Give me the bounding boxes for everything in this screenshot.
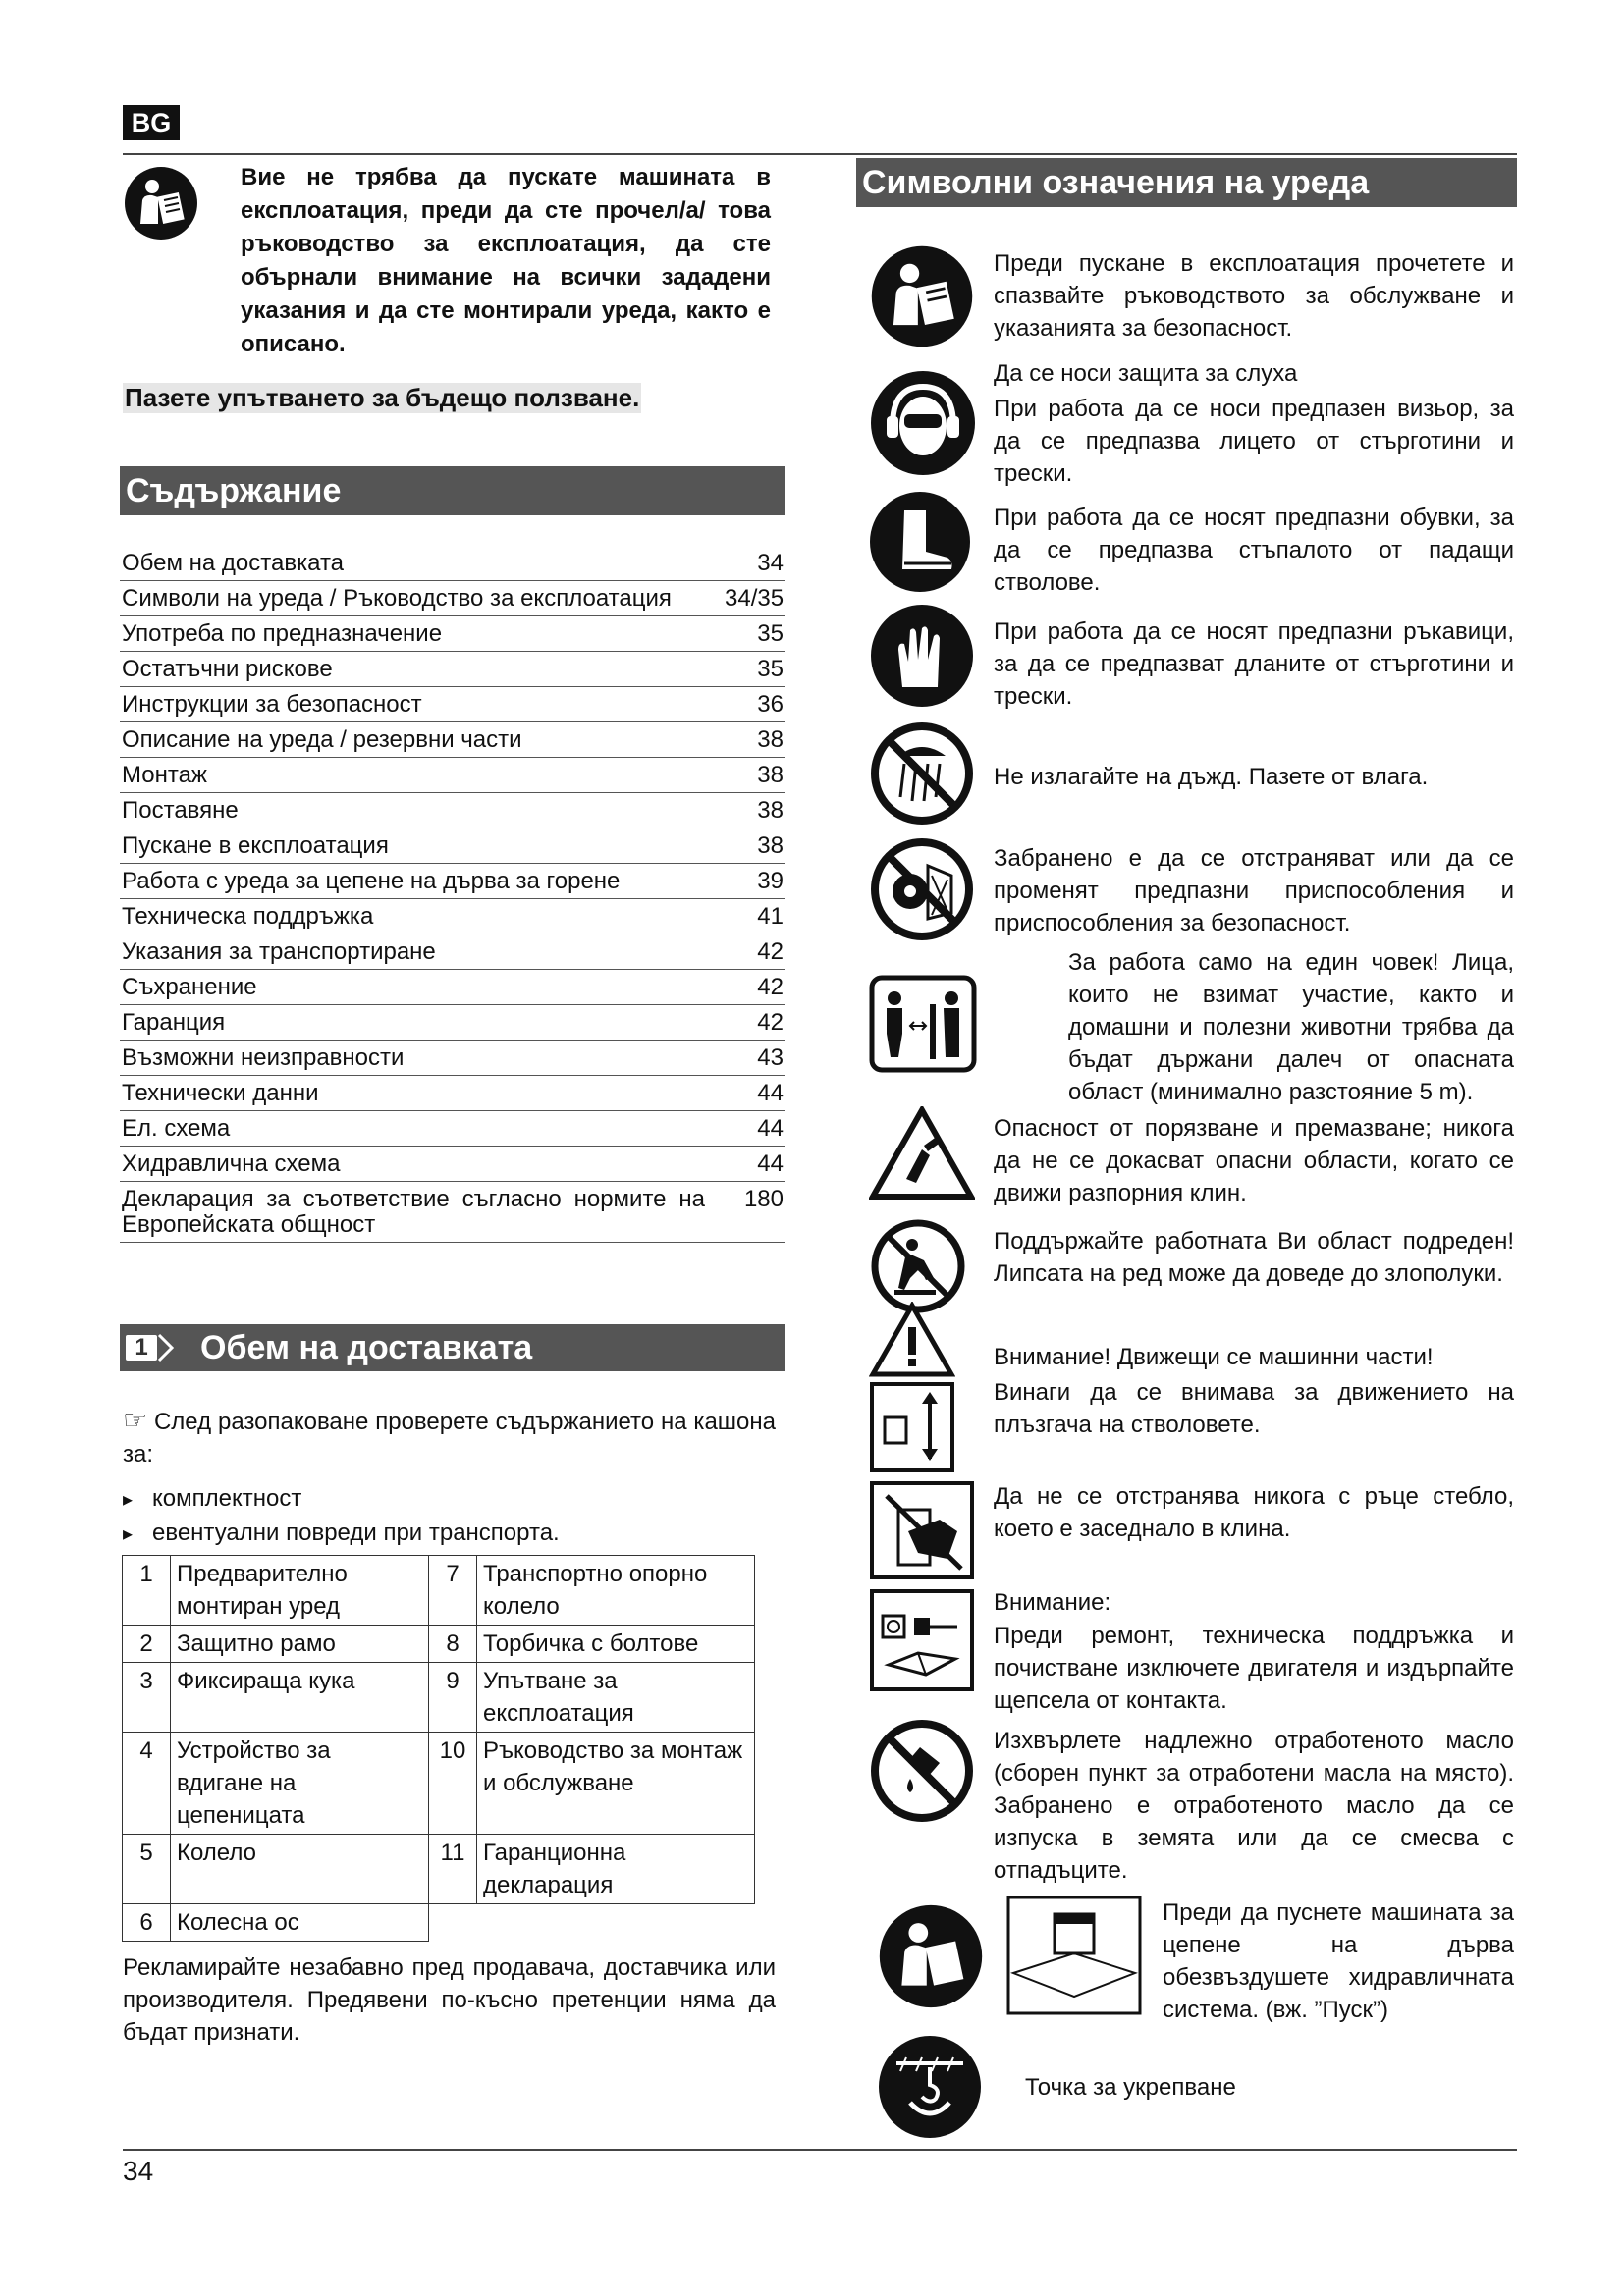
read-manual-icon bbox=[869, 243, 975, 349]
symbol-text: Преди ремонт, техническа поддръжка и почистване изключете двигателя и издърпайте щепсела от контакта. bbox=[994, 1623, 1514, 1714]
item-description bbox=[477, 1904, 755, 1942]
symbol-text: При работа да се носи предпазен визьор, за да се предпазва лицето от стърготини и трески. bbox=[994, 396, 1514, 487]
symbol-text: Поддържайте работната Ви област подреден! Липсата на ред може да доведе до злополуки. bbox=[994, 1228, 1514, 1287]
symbol-text: При работа да се носят предпазни ръкавици, за да се предпазват дланите от стърготини и трески. bbox=[994, 618, 1514, 710]
page-number: 34 bbox=[123, 2156, 154, 2186]
toc-title: Съхранение bbox=[122, 974, 257, 1000]
item-description: Упътване за експлоатация bbox=[477, 1663, 755, 1733]
toc-page: 39 bbox=[757, 868, 784, 894]
toc-page: 38 bbox=[757, 832, 784, 859]
no-oil-dump-icon bbox=[869, 1718, 975, 1824]
toc-title: Ел. схема bbox=[122, 1115, 231, 1142]
toc-row bbox=[120, 793, 785, 828]
toc-page: 36 bbox=[757, 691, 784, 718]
item-description: Устройство за вдигане на цепеницата bbox=[171, 1733, 429, 1835]
item-description: Предварително монтиран уред bbox=[171, 1556, 429, 1626]
item-description: Гаранционна декларация bbox=[477, 1835, 755, 1904]
table-row bbox=[123, 1904, 755, 1942]
reclaim-text: Рекламирайте незабавно пред продавача, доставчика или производителя. Предявени по-късно претенции няма да бъдат признати. bbox=[123, 1954, 776, 2046]
toc-page: 34 bbox=[757, 550, 784, 576]
toc-page: 44 bbox=[757, 1115, 784, 1142]
toc-row bbox=[120, 616, 785, 652]
keep-manual-note: Пазете упътването за бъдещо ползване. bbox=[125, 383, 640, 412]
toc-row bbox=[120, 722, 785, 758]
safety-boots-icon bbox=[869, 491, 972, 594]
item-description: Торбичка с болтове bbox=[477, 1626, 755, 1663]
toc-page: 38 bbox=[757, 797, 784, 824]
item-number: 11 bbox=[429, 1835, 477, 1904]
toc-title: Употреба по предназначение bbox=[122, 620, 443, 647]
item-description: Фиксираща кука bbox=[171, 1663, 429, 1733]
toc-row bbox=[120, 1182, 785, 1243]
bullet-item: ▸ евентуални повреди при транспорта. bbox=[123, 1517, 560, 1551]
toc-title: Монтаж bbox=[122, 762, 207, 788]
unplug-icon bbox=[869, 1588, 975, 1692]
toc-page: 42 bbox=[757, 974, 784, 1000]
toc-title: Пускане в експлоатация bbox=[122, 832, 389, 859]
table-row bbox=[123, 1556, 755, 1626]
toc-row bbox=[120, 970, 785, 1005]
symbol-text: За работа само на един човек! Лица, които не взимат участие, както и домашни и полезни животни трябва да бъдат държани далеч от опасната област (минимално разстояние 5 m). bbox=[1068, 949, 1514, 1105]
pointing-hand-icon: ☞ bbox=[123, 1405, 148, 1435]
toc-title: Поставяне bbox=[122, 797, 239, 824]
item-number: 10 bbox=[429, 1733, 477, 1835]
cut-hazard-icon bbox=[869, 1106, 975, 1201]
toc-page: 44 bbox=[757, 1150, 784, 1177]
toc-page: 42 bbox=[757, 1009, 784, 1036]
toc-title: Технически данни bbox=[122, 1080, 319, 1106]
anchor-point-icon bbox=[877, 2034, 983, 2140]
toc-title: Техническа поддръжка bbox=[122, 903, 374, 930]
toc-header: Съдържание bbox=[120, 466, 785, 515]
item-number: 1 bbox=[123, 1556, 171, 1626]
symbol-text: Да се носи защита за слуха bbox=[994, 360, 1298, 387]
symbol-text: Опасност от порязване и премазване; никога да не се докасват опасни области, когато се движи разпорния клин. bbox=[994, 1115, 1514, 1206]
toc-page: 38 bbox=[757, 762, 784, 788]
table-row bbox=[123, 1663, 755, 1733]
delivery-items-table bbox=[122, 1555, 755, 1942]
toc-title: Остатъчни рискове bbox=[122, 656, 333, 682]
delivery-header bbox=[120, 1324, 785, 1371]
item-description: Защитно рамо bbox=[171, 1626, 429, 1663]
no-trip-icon bbox=[869, 1217, 967, 1315]
symbol-text: Внимание! Движещи се машинни части! bbox=[994, 1344, 1434, 1370]
toc-page: 44 bbox=[757, 1080, 784, 1106]
symbol-text: При работа да се носят предпазни обувки, за да се предпазва стъпалото от падащи стволове. bbox=[994, 505, 1514, 596]
toc-page: 43 bbox=[757, 1044, 784, 1071]
gloves-icon bbox=[869, 603, 975, 709]
toc-row bbox=[120, 934, 785, 970]
toc-page: 38 bbox=[757, 726, 784, 753]
item-number: 5 bbox=[123, 1835, 171, 1904]
table-row bbox=[123, 1835, 755, 1904]
top-rule bbox=[123, 153, 1517, 155]
warning-text: Вие не трябва да пускате машината в експлоатация, преди да сте прочел/а/ това ръководство за експлоатация, да сте обърнали внимание на всички зададени указания и да сте монтирали уреда, както е описано. bbox=[241, 164, 771, 357]
table-row bbox=[123, 1626, 755, 1663]
check-bullets bbox=[123, 1482, 560, 1551]
toc-title: Обем на доставката bbox=[122, 550, 345, 576]
item-number: 4 bbox=[123, 1733, 171, 1835]
symbol-text: Преди пускане в експлоатация прочетете и спазвайте ръководството за обслужване и указанията за безопасност. bbox=[994, 250, 1514, 342]
toc-page: 180 bbox=[743, 1186, 784, 1212]
item-number: 6 bbox=[123, 1904, 171, 1942]
no-hand-removal-icon bbox=[869, 1480, 975, 1580]
toc-row bbox=[120, 828, 785, 864]
chevron-right-icon bbox=[157, 1333, 175, 1362]
toc-row bbox=[120, 1005, 785, 1041]
table-row bbox=[123, 1733, 755, 1835]
check-label: След разопаковане проверете съдържанието на кашона за: bbox=[123, 1409, 776, 1468]
item-description: Колесна ос bbox=[171, 1904, 429, 1942]
item-number: 2 bbox=[123, 1626, 171, 1663]
toc-page: 41 bbox=[757, 903, 784, 930]
toc-row bbox=[120, 899, 785, 934]
toc-title: Инструкции за безопасност bbox=[122, 691, 422, 718]
symbol-text: Забранено е да се отстраняват или да се променят предпазни приспособления и приспособления за безопасност. bbox=[994, 845, 1514, 936]
symbol-text: Преди да пуснете машината за цепене на дърва обезвъздушете хидравличната система. (вж. ”Пуск”) bbox=[1163, 1899, 1514, 2023]
table-of-contents bbox=[120, 546, 785, 1243]
toc-row bbox=[120, 1147, 785, 1182]
item-number: 7 bbox=[429, 1556, 477, 1626]
read-manual-icon bbox=[123, 165, 199, 241]
toc-title: Работа с уреда за цепене на дърва за горене bbox=[122, 868, 621, 894]
toc-row bbox=[120, 758, 785, 793]
toc-page: 34/35 bbox=[725, 585, 785, 612]
language-badge: BG bbox=[123, 105, 180, 140]
toc-title: Декларация за съответствие съгласно нормите на Европейската общност bbox=[122, 1186, 705, 1238]
toc-title: Гаранция bbox=[122, 1009, 226, 1036]
symbols-header: Символни означения на уреда bbox=[856, 158, 1517, 207]
item-description: Колело bbox=[171, 1835, 429, 1904]
ear-face-protection-icon bbox=[869, 369, 977, 477]
symbol-text: Да не се отстранява никога с ръце стебло, което е заседнало в клина. bbox=[994, 1483, 1514, 1542]
item-number: 9 bbox=[429, 1663, 477, 1733]
symbol-text: Винаги да се внимава за движението на плъзгача на стволовете. bbox=[994, 1379, 1514, 1438]
symbol-text: Точка за укрепване bbox=[1025, 2074, 1236, 2101]
symbol-text: Не излагайте на дъжд. Пазете от влага. bbox=[994, 764, 1429, 790]
toc-row bbox=[120, 687, 785, 722]
toc-row bbox=[120, 652, 785, 687]
toc-title: Указания за транспортиране bbox=[122, 938, 436, 965]
read-manual-icon bbox=[877, 1902, 985, 2010]
toc-title: Символи на уреда / Ръководство за експлоатация bbox=[122, 585, 672, 612]
no-rain-icon bbox=[869, 721, 975, 827]
symbol-text: Внимание: bbox=[994, 1589, 1111, 1616]
moving-parts-icon bbox=[869, 1302, 955, 1473]
toc-row bbox=[120, 1041, 785, 1076]
check-text bbox=[123, 1404, 776, 1470]
item-description: Транспортно опорно колело bbox=[477, 1556, 755, 1626]
toc-page: 35 bbox=[757, 620, 784, 647]
item-number: 3 bbox=[123, 1663, 171, 1733]
item-description: Ръководство за монтаж и обслужване bbox=[477, 1733, 755, 1835]
one-operator-icon bbox=[869, 975, 977, 1073]
toc-page: 42 bbox=[757, 938, 784, 965]
bottom-rule bbox=[123, 2149, 1517, 2151]
bleed-hydraulic-icon bbox=[1005, 1895, 1143, 2016]
symbol-text: Изхвърлете надлежно отработеното масло (сборен пункт за отработени масла на място). Забранено е отработеното масло да се изпуска в земята или да се смесва с отпадъците. bbox=[994, 1728, 1514, 1884]
toc-row bbox=[120, 1111, 785, 1147]
no-guard-removal-icon bbox=[869, 836, 975, 942]
toc-title: Хидравлична схема bbox=[122, 1150, 341, 1177]
delivery-title: Обем на доставката bbox=[200, 1328, 533, 1366]
toc-row bbox=[120, 581, 785, 616]
item-number bbox=[429, 1904, 477, 1942]
toc-page: 35 bbox=[757, 656, 784, 682]
section-number: 1 bbox=[126, 1335, 157, 1361]
toc-row bbox=[120, 546, 785, 581]
toc-row bbox=[120, 1076, 785, 1111]
toc-title: Описание на уреда / резервни части bbox=[122, 726, 522, 753]
item-number: 8 bbox=[429, 1626, 477, 1663]
toc-row bbox=[120, 864, 785, 899]
toc-title: Възможни неизправности bbox=[122, 1044, 405, 1071]
bullet-item: ▸ комплектност bbox=[123, 1482, 560, 1517]
